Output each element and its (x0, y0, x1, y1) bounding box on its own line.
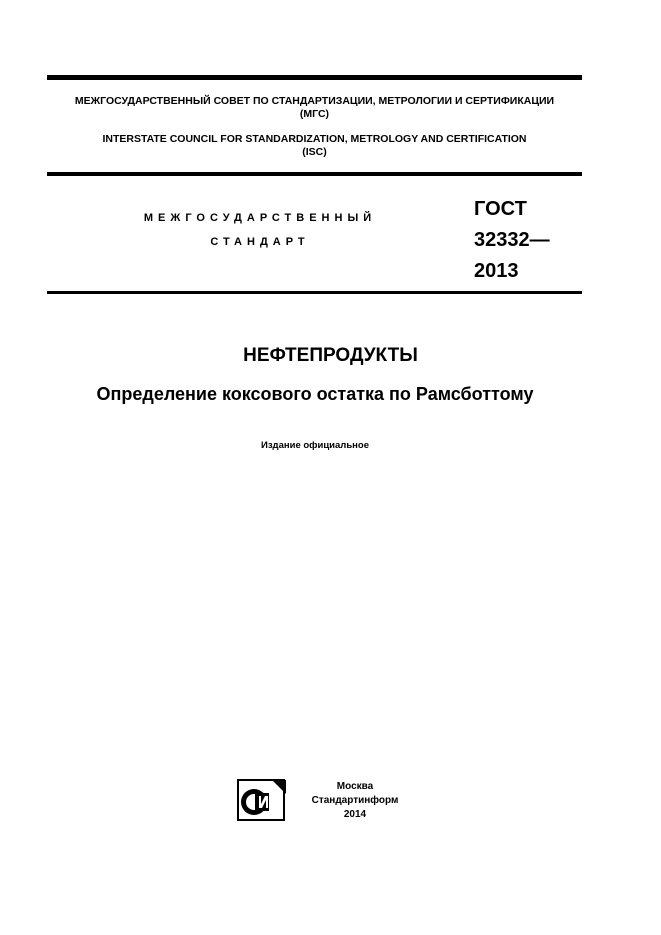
publisher-block (300, 780, 410, 822)
publisher-city: Москва (336, 781, 374, 792)
council-ru-abbr: (МГС) (299, 108, 330, 120)
bottom-rule (47, 291, 582, 294)
council-en-name: INTERSTATE COUNCIL FOR STANDARDIZATION, METROLOGY AND CERTIFICATION (102, 133, 527, 145)
document-subtitle: Определение коксового остатка по Рамсботтому (96, 384, 534, 404)
council-ru (47, 95, 582, 121)
council-en (47, 133, 582, 159)
designation-prefix: ГОСТ (474, 198, 527, 220)
document-title: НЕФТЕПРОДУКТЫ (243, 345, 418, 366)
standard-kind-line1: МЕЖГОСУДАРСТВЕННЫЙ (143, 212, 377, 224)
designation-number: 32332— (474, 229, 550, 251)
council-en-abbr: (ISC) (302, 146, 327, 158)
middle-rule (47, 172, 582, 176)
standard-kind-line2: СТАНДАРТ (210, 236, 310, 248)
designation-year: 2013 (474, 260, 519, 282)
standard-designation (474, 194, 550, 287)
council-ru-name: МЕЖГОСУДАРСТВЕННЫЙ СОВЕТ ПО СТАНДАРТИЗАЦИИ, МЕТРОЛОГИИ И СЕРТИФИКАЦИИ (74, 95, 555, 107)
top-rule (47, 75, 582, 80)
edition-note: Издание официальное (261, 440, 369, 451)
publisher-name: Стандартинформ (311, 795, 399, 806)
publisher-year: 2014 (343, 809, 367, 820)
standartinform-logo-icon (234, 778, 288, 822)
